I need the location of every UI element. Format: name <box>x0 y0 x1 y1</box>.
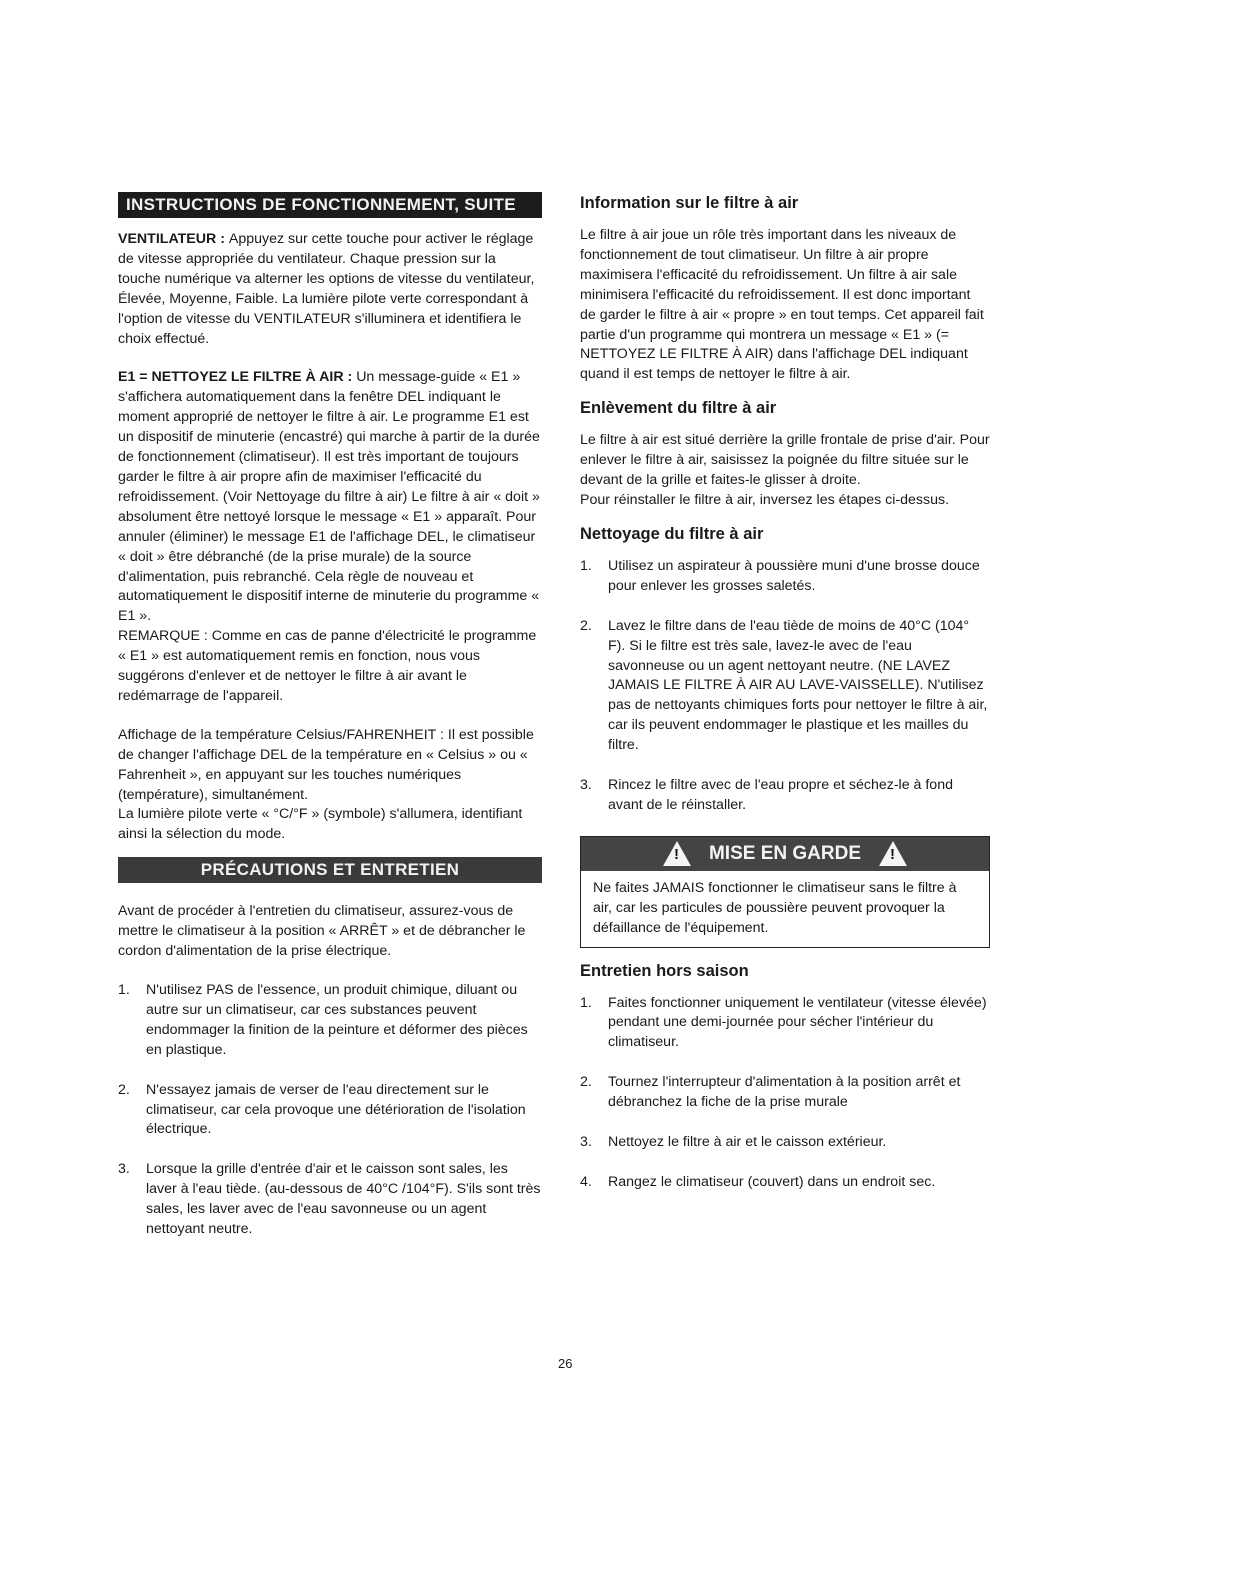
list-item: 2. Lavez le filtre dans de l'eau tiède de moins de 40°C (104° F). Si le filtre est très sale, lavez-le avec de l'eau savonneuse ou un agent nettoyant neutre. (NE LAVEZ JAMAIS LE FILTRE À AIR AU LAVE-VAISSELLE). N'utilisez pas de nettoyants chimiques forts pour nettoyer le filtre à air, car ils peuvent endommager le plastique et les mailles du filtre. <box>580 617 988 754</box>
e1-label: E1 = NETTOYEZ LE FILTRE À AIR : <box>118 369 357 386</box>
ventilateur-paragraph <box>118 230 542 349</box>
warning-triangle-icon: ! <box>663 841 691 866</box>
list-item: 4. Rangez le climatiseur (couvert) dans un endroit sec. <box>580 1174 936 1190</box>
celsius-indicator-paragraph: La lumière pilote verte « °C/°F » (symbole) s'allumera, identifiant ainsi la sélection du mode. <box>118 806 523 843</box>
list-item: 3. Nettoyez le filtre à air et le caisson extérieur. <box>580 1134 887 1151</box>
off-season-heading: Entretien hors saison <box>580 961 749 980</box>
filter-removal-heading: Enlèvement du filtre à air <box>580 399 777 418</box>
warning-text: Ne faites JAMAIS fonctionner le climatiseur sans le filtre à air, car les particules de poussière peuvent provoquer la défaillance de l'équipement. <box>593 879 957 936</box>
warning-triangle-icon: ! <box>879 841 907 866</box>
off-season-list <box>580 994 990 1193</box>
list-item: 3. Rincez le filtre avec de l'eau propre et séchez-le à fond avant de le réinstaller. <box>580 777 953 813</box>
list-item: 2. N'essayez jamais de verser de l'eau directement sur le climatiseur, car cela provoque une détérioration de l'isolation électrique. <box>118 1081 526 1138</box>
filter-cleaning-list <box>580 557 990 816</box>
list-item: 3. Lorsque la grille d'entrée d'air et le caisson sont sales, les laver à l'eau tiède. (au-dessous de 40°C /104°F). S'ils sont très sales, les laver avec de l'eau savonneuse ou un agent nettoyant neutre. <box>118 1161 541 1238</box>
filter-info-paragraph: Le filtre à air joue un rôle très important dans les niveaux de fonctionnement de tout climatiseur. Un filtre à air propre maximisera l'efficacité du refroidissement. Un filtre à air sale minimisera l'efficacité du refroidissement. Il est donc important de garder le filtre à air « propre » en tout temps. Cet appareil fait partie d'un programme qui montrera un message « E1 » (= NETTOYEZ LE FILTRE À AIR) dans l'affichage DEL indiquant quand il est temps de nettoyer le filtre à air. <box>580 227 984 383</box>
operating-instructions-banner: INSTRUCTIONS DE FONCTIONNEMENT, SUITE <box>118 192 542 218</box>
list-item: 1. N'utilisez PAS de l'essence, un produit chimique, diluant ou autre sur un climatiseur, car ces substances peuvent endommager la finition de la peinture et déformer des pièces en plastique. <box>118 982 528 1058</box>
filter-info-heading: Information sur le filtre à air <box>580 194 799 212</box>
avant-paragraph: Avant de procéder à l'entretien du climatiseur, assurez-vous de mettre le climatiseur à la position « ARRÊT » et de débrancher le cordon d'alimentation de la prise électrique. <box>118 903 526 960</box>
list-item: 1. Utilisez un aspirateur à poussière muni d'une brosse douce pour enlever les grosses saletés. <box>580 557 980 594</box>
remarque-paragraph: REMARQUE : Comme en cas de panne d'électricité le programme « E1 » est automatiquement remis en fonction, nous vous suggérons d'enlever et de nettoyer le filtre à air avant le redémarrage de l'appareil. <box>118 628 537 704</box>
precautions-banner: PRÉCAUTIONS ET ENTRETIEN <box>118 857 542 883</box>
warning-title: MISE EN GARDE <box>708 842 862 864</box>
left-column <box>118 192 542 1260</box>
right-column <box>580 192 990 1213</box>
filter-cleaning-heading: Nettoyage du filtre à air <box>580 524 764 543</box>
filter-removal-paragraph: Le filtre à air est situé derrière la grille frontale de prise d'air. Pour enlever le filtre à air, saisissez la poignée du filtre située sur le devant de la grille et faites-le glisser à droite. <box>580 432 990 489</box>
filter-reinstall-paragraph: Pour réinstaller le filtre à air, inversez les étapes ci-dessus. <box>580 491 950 508</box>
celsius-paragraph: Affichage de la température Celsius/FAHRENHEIT : Il est possible de changer l'affichage DEL de la température en « Celsius » ou « Fahrenheit », en appuyant sur les touches numériques (température), simultanément. <box>118 726 534 803</box>
e1-text: Un message-guide « E1 » s'affichera automatiquement dans la fenêtre DEL indiquant le moment approprié de nettoyer le filtre à air. Le programme E1 est un dispositif de minuterie (encastré) qui marche à partir de la durée de fonctionnement (climatiseur). Il est très important de toujours garder le filtre à air propre afin de maximiser l'efficacité du refroidissement. (Voir Nettoyage du filtre à air) Le filtre à air « doit » absolument être nettoyé lorsque le message « E1 » apparaît. Pour annuler (éliminer) le message E1 de l'affichage DEL, le climatiseur « doit » être débranché (de la prise murale) de la source d'alimentation, puis rebranché. Cela règle de nouveau et automatiquement le dispositif interne de minuterie du programme « E1 ». <box>118 369 540 625</box>
list-item: 2. Tournez l'interrupteur d'alimentation à la position arrêt et débranchez la fiche de la prise murale <box>580 1074 961 1111</box>
list-item: 1. Faites fonctionner uniquement le ventilateur (vitesse élevée) pendant une demi-journée pour sécher l'intérieur du climatiseur. <box>580 994 987 1051</box>
precautions-list <box>118 981 542 1240</box>
e1-paragraph <box>118 368 542 627</box>
ventilateur-text: Appuyez sur cette touche pour activer le réglage de vitesse appropriée du ventilateur. Chaque pression sur la touche numérique va alterner les options de vitesse du ventilateur, Élevée, Moyenne, Faible. La lumière pilote verte correspondant à l'option de vitesse du VENTILATEUR s'illuminera et identifiera le choix effectué. <box>118 231 535 347</box>
warning-header <box>581 837 989 871</box>
page-number: 26 <box>558 1356 573 1371</box>
ventilateur-label: VENTILATEUR : <box>118 231 229 247</box>
warning-box <box>580 836 990 948</box>
